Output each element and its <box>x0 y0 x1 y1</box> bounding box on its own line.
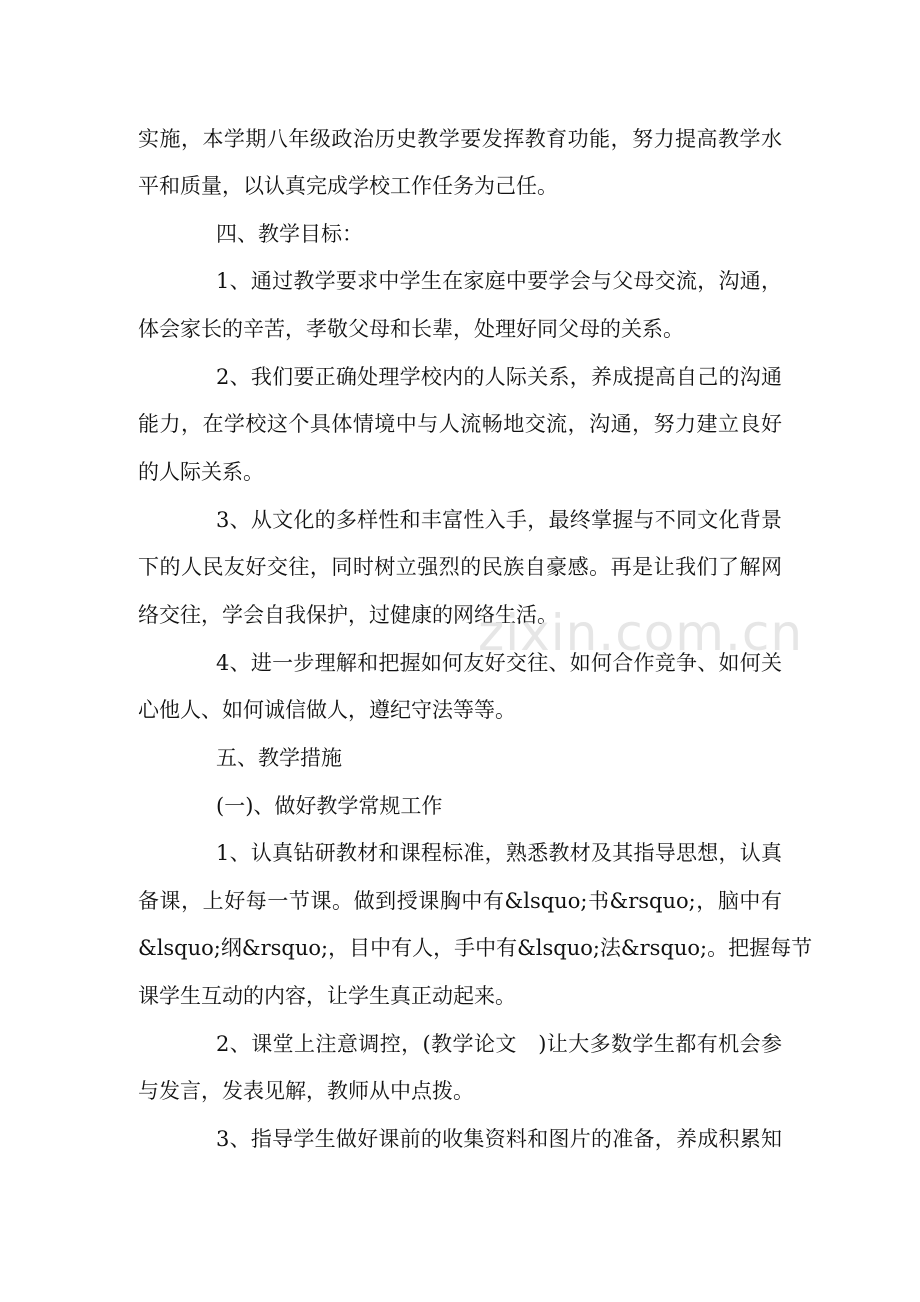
text-line: 的人际关系。 <box>138 460 264 484</box>
text-line: 3、从文化的多样性和丰富性入手，最终掌握与不同文化背景 <box>216 508 782 532</box>
text-line: 4、进一步理解和把握如何友好交往、如何合作竞争、如何关 <box>216 651 782 675</box>
text-line: 心他人、如何诚信做人，遵纪守法等等。 <box>138 698 516 722</box>
text-line: 备课，上好每一节课。做到授课胸中有&lsquo;书&rsquo;，脑中有 <box>138 889 782 913</box>
text-line: 课学生互动的内容，让学生真正动起来。 <box>138 984 516 1008</box>
text-line: 平和质量，以认真完成学校工作任务为己任。 <box>138 174 558 198</box>
subsection-heading: (一)、做好教学常规工作 <box>216 794 443 818</box>
text-line: 络交往，学会自我保护，过健康的网络生活。 <box>138 603 558 627</box>
watermark: zixin.com.cn <box>478 604 804 662</box>
text-line: 实施，本学期八年级政治历史教学要发挥教育功能，努力提高教学水 <box>138 127 782 151</box>
text-line: 与发言，发表见解，教师从中点拨。 <box>138 1079 474 1103</box>
text-line: 3、指导学生做好课前的收集资料和图片的准备，养成积累知 <box>216 1127 782 1151</box>
text-line: 能力，在学校这个具体情境中与人流畅地交流，沟通，努力建立良好 <box>138 412 782 436</box>
text-line: 2、课堂上注意调控，(教学论文 )让大多数学生都有机会参 <box>216 1032 782 1056</box>
text-line: &lsquo;纲&rsquo;，目中有人，手中有&lsquo;法&rsquo;。把握每节 <box>138 936 813 960</box>
section-heading: 四、教学目标： <box>216 222 363 246</box>
text-line: 1、认真钻研教材和课程标准，熟悉教材及其指导思想，认真 <box>216 841 782 865</box>
text-line: 2、我们要正确处理学校内的人际关系，养成提高自己的沟通 <box>216 365 782 389</box>
text-line: 下的人民友好交往，同时树立强烈的民族自豪感。再是让我们了解网 <box>138 555 782 579</box>
section-heading: 五、教学措施 <box>216 746 342 770</box>
text-line: 体会家长的辛苦，孝敬父母和长辈，处理好同父母的关系。 <box>138 317 684 341</box>
text-line: 1、通过教学要求中学生在家庭中要学会与父母交流，沟通， <box>216 269 782 293</box>
